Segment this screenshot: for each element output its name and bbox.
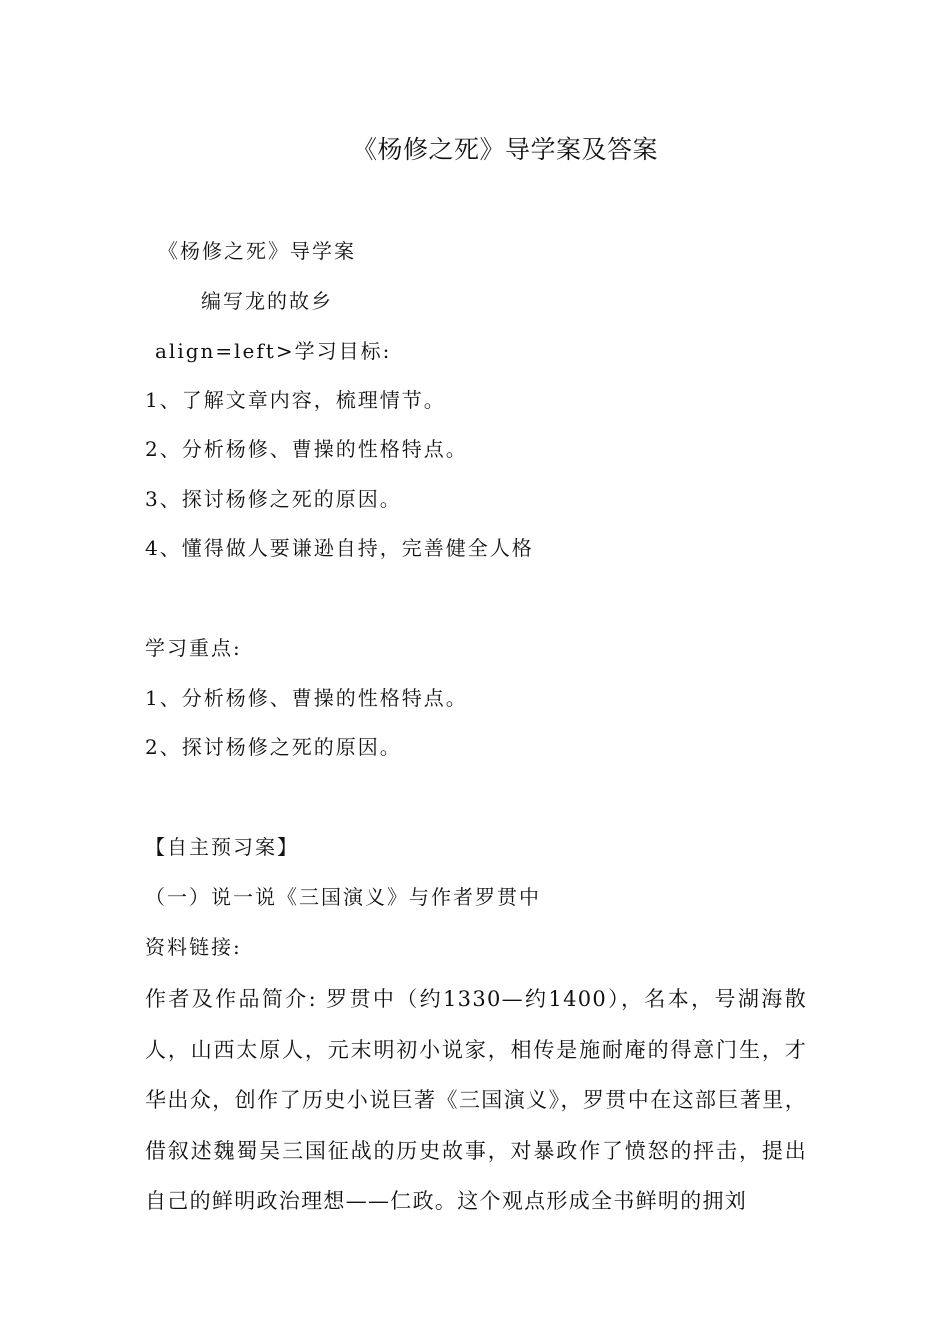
objective-item: 4、懂得做人要谦逊自持，完善健全人格 (145, 536, 534, 560)
objective-item: 1、了解文章内容，梳理情节。 (145, 388, 446, 412)
section-heading: （一）说一说《三国演义》与作者罗贯中 (145, 885, 541, 909)
materials-label: 资料链接: (145, 935, 242, 959)
objectives-heading: align=left>学习目标: (155, 339, 392, 363)
focus-item: 1、分析杨修、曹操的性格特点。 (145, 686, 468, 710)
subtitle: 《杨修之死》导学案 (158, 239, 356, 263)
document-title: 《杨修之死》导学案及答案 (351, 135, 658, 164)
focus-item: 2、探讨杨修之死的原因。 (145, 735, 402, 759)
objective-item: 2、分析杨修、曹操的性格特点。 (145, 437, 468, 461)
preview-heading: 【自主预习案】 (145, 835, 299, 859)
author-line: 编写龙的故乡 (201, 289, 333, 313)
objective-item: 3、探讨杨修之死的原因。 (145, 487, 402, 511)
focus-heading: 学习重点: (145, 636, 242, 660)
intro-paragraph: 作者及作品简介: 罗贯中（约1330—约1400），名本，号湖海散人，山西太原人，元末明初小说家，相传是施耐庵的得意门生，才华出众，创作了历史小说巨著《三国演义》，罗贯中在这部巨著里，借叙述魏蜀吴三国征战的历史故事，对暴政作了愤怒的抨击，提出自己的鲜明政治理想——仁政。这个观点形成全书鲜明的拥刘 (145, 987, 807, 1213)
